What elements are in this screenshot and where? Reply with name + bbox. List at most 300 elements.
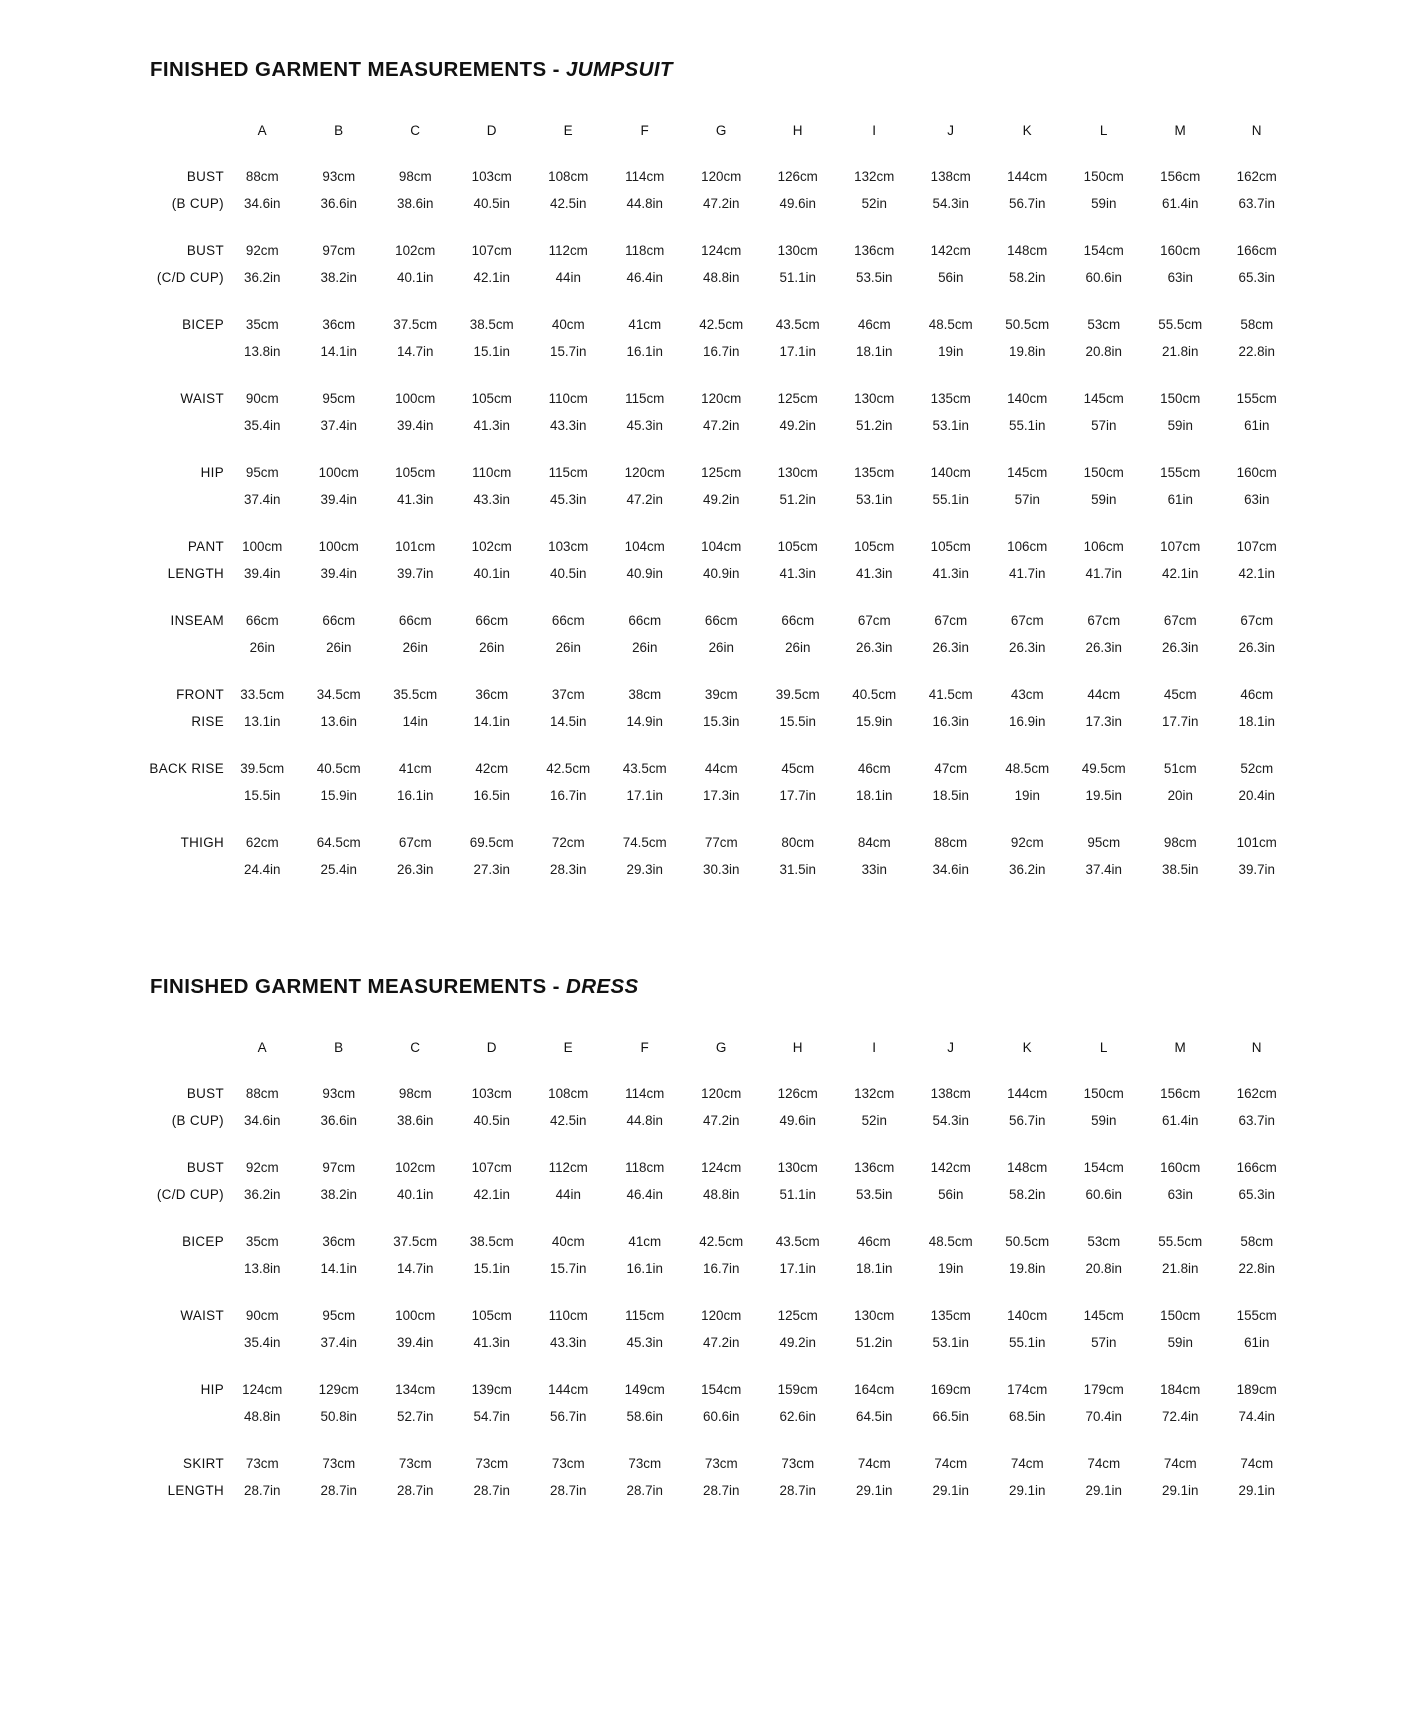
measurement-cell-cm: 66cm [628, 613, 662, 628]
measurement-cell-cm: 41cm [628, 317, 662, 332]
measurement-cell-cm: 135cm [930, 1308, 971, 1323]
measurement-cell-in: 44.8in [626, 1113, 663, 1128]
measurement-cell-in: 19.8in [1009, 1261, 1046, 1276]
measurement-cell-in: 58.2in [1009, 1187, 1046, 1202]
measurement-cell-in: 44in [555, 1187, 581, 1202]
measurement-cell-cm: 103cm [471, 1086, 512, 1101]
measurement-cell-in: 61in [1244, 1335, 1270, 1350]
measurement-cell-in: 54.3in [932, 1113, 969, 1128]
row-label: WAIST [180, 1308, 224, 1323]
column-header: J [947, 1039, 955, 1055]
measurement-cell-in: 49.6in [779, 1113, 816, 1128]
row-label: BICEP [182, 317, 224, 332]
row-spacer [118, 290, 1295, 300]
measurement-cell-in: 47.2in [703, 1335, 740, 1350]
measurement-cell-in: 17.1in [779, 1261, 816, 1276]
measurement-cell-in: 19in [938, 344, 964, 359]
measurement-cell-cm: 132cm [854, 1086, 895, 1101]
measurement-cell-in: 19.8in [1009, 344, 1046, 359]
measurement-cell-in: 34.6in [244, 196, 281, 211]
measurement-cell-in: 65.3in [1238, 270, 1275, 285]
measurement-cell-cm: 67cm [398, 835, 432, 850]
measurement-cell-cm: 42.5cm [546, 761, 591, 776]
row-label: HIP [200, 1382, 224, 1397]
measurement-cell-in: 13.8in [244, 1261, 281, 1276]
measurement-cell-cm: 52cm [1240, 761, 1274, 776]
measurement-cell-cm: 112cm [548, 1160, 588, 1175]
measurement-cell-in: 26.3in [1009, 640, 1046, 655]
measurement-cell-cm: 120cm [624, 465, 665, 480]
measurement-cell-in: 47.2in [626, 492, 663, 507]
measurement-cell-in: 43.3in [550, 418, 587, 433]
row-label-secondary: LENGTH [167, 1483, 224, 1498]
measurement-cell-cm: 36cm [322, 1234, 356, 1249]
measurement-cell-cm: 140cm [1007, 1308, 1048, 1323]
row-label-secondary: (B CUP) [171, 196, 224, 211]
row-spacer [118, 586, 1295, 596]
measurement-cell-in: 55.1in [1009, 418, 1046, 433]
table-row [118, 1365, 1295, 1402]
measurement-cell-cm: 124cm [701, 1160, 742, 1175]
measurement-cell-in: 16.5in [473, 788, 510, 803]
measurement-cell-cm: 74.5cm [622, 835, 667, 850]
measurement-cell-in: 21.8in [1162, 344, 1199, 359]
measurement-cell-cm: 130cm [777, 465, 818, 480]
row-label-secondary [118, 337, 224, 364]
measurement-cell-cm: 145cm [1083, 1308, 1124, 1323]
measurement-cell-in: 29.1in [932, 1483, 969, 1498]
table-row [118, 263, 1295, 290]
measurement-cell-in: 14.1in [320, 344, 357, 359]
column-header: I [872, 1039, 877, 1055]
measurement-cell-in: 21.8in [1162, 1261, 1199, 1276]
column-header: C [410, 122, 421, 138]
table-row [118, 855, 1295, 882]
measurement-cell-cm: 74cm [1240, 1456, 1274, 1471]
measurement-cell-in: 28.7in [320, 1483, 357, 1498]
measurement-cell-in: 39.4in [320, 566, 357, 581]
measurement-cell-cm: 115cm [625, 391, 665, 406]
measurement-cell-in: 40.9in [626, 566, 663, 581]
measurement-cell-in: 14.7in [397, 344, 434, 359]
measurement-cell-cm: 120cm [701, 391, 742, 406]
header-corner [118, 1025, 224, 1069]
measurement-cell-cm: 41cm [398, 761, 432, 776]
measurement-cell-cm: 66cm [245, 613, 279, 628]
measurement-cell-cm: 55.5cm [1158, 1234, 1203, 1249]
measurement-cell-in: 52in [861, 1113, 887, 1128]
column-header: H [792, 122, 803, 138]
measurement-cell-cm: 46cm [857, 761, 891, 776]
header-corner [118, 108, 224, 152]
measurement-cell-cm: 120cm [701, 169, 742, 184]
measurement-cell-cm: 108cm [548, 1086, 589, 1101]
measurement-cell-in: 59in [1091, 1113, 1117, 1128]
table-row [118, 300, 1295, 337]
measurement-cell-cm: 105cm [854, 539, 895, 554]
measurement-cell-cm: 73cm [781, 1456, 815, 1471]
table-row [118, 1069, 1295, 1106]
measurement-cell-in: 55.1in [932, 492, 969, 507]
measurement-cell-in: 46.4in [626, 270, 663, 285]
measurement-cell-cm: 125cm [701, 465, 742, 480]
measurement-cell-in: 58.6in [626, 1409, 663, 1424]
column-header: A [257, 1039, 267, 1055]
measurement-cell-in: 16.7in [703, 344, 740, 359]
measurement-cell-in: 59in [1091, 492, 1117, 507]
table-row [118, 189, 1295, 216]
measurement-cell-in: 16.7in [550, 788, 587, 803]
measurement-cell-in: 16.1in [397, 788, 434, 803]
row-label: BUST [186, 1086, 224, 1101]
measurement-cell-in: 14in [402, 714, 428, 729]
measurement-cell-in: 39.7in [397, 566, 434, 581]
measurement-cell-cm: 48.5cm [928, 317, 973, 332]
measurement-cell-cm: 33.5cm [240, 687, 285, 702]
column-header: K [1022, 1039, 1032, 1055]
measurement-cell-cm: 101cm [395, 539, 436, 554]
measurement-cell-cm: 35cm [245, 1234, 279, 1249]
measurement-cell-in: 60.6in [1085, 270, 1122, 285]
measurement-cell-cm: 118cm [625, 1160, 665, 1175]
measurement-cell-in: 17.7in [1162, 714, 1199, 729]
section-dress [0, 975, 1420, 1503]
measurement-cell-cm: 67cm [1010, 613, 1044, 628]
measurement-cell-cm: 45cm [781, 761, 815, 776]
measurement-cell-cm: 66cm [398, 613, 432, 628]
measurement-cell-cm: 166cm [1236, 1160, 1277, 1175]
measurement-cell-in: 41.3in [473, 418, 510, 433]
measurement-cell-cm: 103cm [548, 539, 589, 554]
measurement-cell-cm: 44cm [1087, 687, 1121, 702]
measurement-cell-cm: 136cm [854, 1160, 895, 1175]
measurement-cell-cm: 105cm [777, 539, 818, 554]
measurement-cell-cm: 126cm [777, 169, 818, 184]
row-label: BUST [186, 243, 224, 258]
measurement-cell-cm: 114cm [625, 1086, 665, 1101]
table-row [118, 337, 1295, 364]
measurement-cell-in: 62.6in [779, 1409, 816, 1424]
measurement-cell-cm: 144cm [548, 1382, 589, 1397]
table-row [118, 374, 1295, 411]
measurement-cell-in: 43.3in [550, 1335, 587, 1350]
measurement-cell-cm: 88cm [245, 1086, 279, 1101]
row-spacer [118, 1355, 1295, 1365]
measurement-cell-cm: 150cm [1083, 169, 1124, 184]
measurement-cell-in: 17.7in [779, 788, 816, 803]
measurement-cell-in: 20.8in [1085, 1261, 1122, 1276]
measurement-cell-in: 58.2in [1009, 270, 1046, 285]
measurement-cell-in: 46.4in [626, 1187, 663, 1202]
measurement-cell-in: 41.3in [473, 1335, 510, 1350]
measurement-cell-cm: 110cm [472, 465, 512, 480]
measurement-cell-in: 53.1in [932, 418, 969, 433]
measurement-cell-cm: 67cm [857, 613, 891, 628]
measurement-cell-cm: 166cm [1236, 243, 1277, 258]
measurement-cell-in: 28.7in [626, 1483, 663, 1498]
measurement-cell-in: 15.1in [473, 1261, 510, 1276]
measurement-cell-cm: 150cm [1083, 465, 1124, 480]
measurement-cell-cm: 106cm [1007, 539, 1048, 554]
row-label: FRONT [176, 687, 224, 702]
measurement-cell-in: 18.5in [932, 788, 969, 803]
measurement-cell-in: 28.7in [244, 1483, 281, 1498]
measurement-cell-in: 49.6in [779, 196, 816, 211]
measurement-cell-cm: 51cm [1163, 761, 1197, 776]
measurement-cell-cm: 50.5cm [1005, 1234, 1050, 1249]
measurement-cell-in: 41.3in [779, 566, 816, 581]
measurement-cell-in: 72.4in [1162, 1409, 1199, 1424]
measurement-cell-in: 39.7in [1238, 862, 1275, 877]
measurement-cell-cm: 47cm [934, 761, 968, 776]
measurement-cell-in: 14.5in [550, 714, 587, 729]
measurement-cell-cm: 107cm [471, 243, 512, 258]
measurement-cell-cm: 66cm [322, 613, 356, 628]
table-row [118, 1476, 1295, 1503]
measurement-cell-in: 26in [708, 640, 734, 655]
measurement-cell-in: 47.2in [703, 196, 740, 211]
measurement-cell-in: 47.2in [703, 1113, 740, 1128]
table-row [118, 522, 1295, 559]
measurement-cell-cm: 124cm [242, 1382, 283, 1397]
measurement-cell-cm: 62cm [245, 835, 279, 850]
measurement-cell-cm: 184cm [1160, 1382, 1201, 1397]
measurement-cell-cm: 80cm [781, 835, 815, 850]
row-label: THIGH [180, 835, 224, 850]
row-spacer [118, 1281, 1295, 1291]
measurement-cell-cm: 35cm [245, 317, 279, 332]
measurement-cell-cm: 95cm [245, 465, 279, 480]
table-row [118, 596, 1295, 633]
measurement-cell-cm: 105cm [395, 465, 436, 480]
measurement-cell-in: 14.1in [473, 714, 510, 729]
measurement-cell-cm: 142cm [930, 243, 971, 258]
measurement-cell-in: 16.7in [703, 1261, 740, 1276]
section-title-garment: DRESS [565, 975, 639, 998]
measurement-cell-cm: 40cm [551, 317, 585, 332]
measurement-cell-in: 39.4in [397, 1335, 434, 1350]
measurement-cell-cm: 72cm [551, 835, 585, 850]
measurement-cell-in: 15.9in [856, 714, 893, 729]
measurement-cell-in: 70.4in [1085, 1409, 1122, 1424]
measurement-cell-in: 49.2in [779, 1335, 816, 1350]
measurement-cell-in: 63in [1244, 492, 1270, 507]
measurement-cell-in: 22.8in [1238, 344, 1275, 359]
measurement-cell-in: 15.5in [244, 788, 281, 803]
measurement-cell-cm: 73cm [551, 1456, 585, 1471]
measurement-cell-in: 53.1in [856, 492, 893, 507]
measurement-cell-cm: 138cm [930, 169, 971, 184]
measurement-cell-in: 18.1in [856, 1261, 893, 1276]
table-row [118, 707, 1295, 734]
measurement-cell-in: 15.5in [779, 714, 816, 729]
measurement-cell-in: 63.7in [1238, 196, 1275, 211]
measurement-cell-in: 39.4in [244, 566, 281, 581]
measurement-cell-in: 42.5in [550, 1113, 587, 1128]
measurement-cell-cm: 38.5cm [469, 317, 514, 332]
measurement-cell-in: 42.1in [1162, 566, 1199, 581]
measurement-cell-in: 49.2in [779, 418, 816, 433]
measurement-cell-cm: 39.5cm [240, 761, 285, 776]
measurement-cell-in: 26.3in [932, 640, 969, 655]
measurement-cell-cm: 125cm [777, 391, 818, 406]
measurement-cell-in: 26in [555, 640, 581, 655]
row-label-secondary: (B CUP) [171, 1113, 224, 1128]
table-header-row [118, 108, 1295, 152]
measurement-cell-in: 41.7in [1085, 566, 1122, 581]
measurement-cell-in: 36.2in [1009, 862, 1046, 877]
row-spacer [118, 512, 1295, 522]
measurements-table-jumpsuit [118, 108, 1295, 882]
measurement-cell-cm: 48.5cm [1005, 761, 1050, 776]
measurement-cell-cm: 69.5cm [469, 835, 514, 850]
row-label-secondary [118, 633, 224, 660]
measurement-cell-cm: 46cm [857, 1234, 891, 1249]
measurement-cell-cm: 46cm [857, 317, 891, 332]
measurement-cell-in: 52in [861, 196, 887, 211]
measurement-cell-cm: 134cm [395, 1382, 436, 1397]
measurement-cell-in: 48.8in [244, 1409, 281, 1424]
measurement-cell-cm: 42cm [475, 761, 509, 776]
measurement-cell-in: 26in [785, 640, 811, 655]
table-header-row [118, 1025, 1295, 1069]
measurement-cell-in: 29.1in [1238, 1483, 1275, 1498]
column-header: B [334, 1039, 344, 1055]
measurement-cell-cm: 105cm [471, 1308, 512, 1323]
measurement-cell-in: 51.2in [779, 492, 816, 507]
column-header: B [334, 122, 344, 138]
measurement-cell-cm: 92cm [1010, 835, 1044, 850]
table-row [118, 1328, 1295, 1355]
measurement-cell-in: 16.1in [626, 1261, 663, 1276]
measurement-cell-in: 50.8in [320, 1409, 357, 1424]
row-label-secondary [118, 855, 224, 882]
measurement-cell-in: 26in [479, 640, 505, 655]
measurement-cell-cm: 125cm [777, 1308, 818, 1323]
measurement-cell-in: 18.1in [1238, 714, 1275, 729]
measurement-cell-in: 40.1in [397, 270, 434, 285]
measurement-cell-cm: 64.5cm [316, 835, 361, 850]
measurement-cell-cm: 140cm [1007, 391, 1048, 406]
measurement-cell-in: 14.9in [626, 714, 663, 729]
measurement-cell-cm: 43cm [1010, 687, 1044, 702]
table-row [118, 485, 1295, 512]
measurement-cell-cm: 135cm [854, 465, 895, 480]
measurement-cell-in: 18.1in [856, 788, 893, 803]
measurement-cell-cm: 105cm [930, 539, 971, 554]
table-row [118, 1254, 1295, 1281]
table-row [118, 226, 1295, 263]
measurement-cell-in: 37.4in [1085, 862, 1122, 877]
table-row [118, 1291, 1295, 1328]
measurement-cell-in: 40.1in [473, 566, 510, 581]
table-body-dress [118, 1069, 1295, 1503]
measurement-cell-cm: 169cm [930, 1382, 971, 1397]
table-row [118, 1439, 1295, 1476]
section-title-text: FINISHED GARMENT MEASUREMENTS - [150, 975, 566, 998]
measurement-cell-cm: 124cm [701, 243, 742, 258]
measurement-cell-cm: 150cm [1160, 391, 1201, 406]
measurement-cell-in: 27.3in [473, 862, 510, 877]
measurement-cell-cm: 43.5cm [775, 317, 820, 332]
section-title-jumpsuit [150, 58, 1420, 82]
measurement-cell-cm: 164cm [854, 1382, 895, 1397]
measurement-cell-in: 59in [1167, 418, 1193, 433]
measurement-cell-cm: 110cm [548, 391, 588, 406]
measurement-cell-in: 42.1in [473, 270, 510, 285]
row-label-secondary: (C/D CUP) [156, 270, 224, 285]
measurement-cell-cm: 43.5cm [775, 1234, 820, 1249]
table-row [118, 744, 1295, 781]
measurement-cell-in: 60.6in [1085, 1187, 1122, 1202]
table-row [118, 448, 1295, 485]
measurement-cell-in: 26.3in [397, 862, 434, 877]
measurement-cell-in: 26in [249, 640, 275, 655]
measurement-cell-in: 34.6in [932, 862, 969, 877]
measurement-cell-in: 36.2in [244, 270, 281, 285]
measurement-cell-in: 30.3in [703, 862, 740, 877]
row-label-secondary [118, 1402, 224, 1429]
measurement-cell-cm: 95cm [322, 1308, 356, 1323]
measurement-cell-in: 19in [938, 1261, 964, 1276]
measurement-cell-cm: 103cm [471, 169, 512, 184]
measurement-cell-cm: 42.5cm [699, 317, 744, 332]
measurement-cell-cm: 36cm [475, 687, 509, 702]
measurement-cell-in: 13.1in [244, 714, 281, 729]
measurement-cell-in: 38.2in [320, 270, 357, 285]
measurement-cell-cm: 58cm [1240, 1234, 1274, 1249]
measurement-cell-in: 56in [938, 1187, 964, 1202]
measurement-cell-cm: 102cm [471, 539, 512, 554]
measurements-table-dress [118, 1025, 1295, 1503]
measurement-cell-in: 61.4in [1162, 1113, 1199, 1128]
measurement-cell-cm: 129cm [318, 1382, 359, 1397]
measurement-cell-in: 66.5in [932, 1409, 969, 1424]
measurement-cell-in: 43.3in [473, 492, 510, 507]
measurement-cell-cm: 130cm [777, 1160, 818, 1175]
measurement-cell-in: 29.3in [626, 862, 663, 877]
measurement-cell-cm: 39cm [704, 687, 738, 702]
measurement-cell-cm: 73cm [628, 1456, 662, 1471]
section-jumpsuit [0, 58, 1420, 882]
measurement-cell-cm: 160cm [1160, 243, 1201, 258]
measurement-cell-cm: 46cm [1240, 687, 1274, 702]
measurement-cell-in: 29.1in [1085, 1483, 1122, 1498]
measurement-cell-in: 28.7in [397, 1483, 434, 1498]
measurement-cell-in: 39.4in [320, 492, 357, 507]
measurement-cell-in: 17.3in [703, 788, 740, 803]
measurement-cell-in: 41.3in [397, 492, 434, 507]
measurement-cell-in: 26.3in [1238, 640, 1275, 655]
measurement-cell-in: 45.3in [626, 1335, 663, 1350]
measurement-cell-cm: 159cm [777, 1382, 818, 1397]
measurement-cell-cm: 150cm [1083, 1086, 1124, 1101]
column-header: F [640, 122, 650, 138]
measurement-cell-in: 26in [326, 640, 352, 655]
section-title-dress [150, 975, 1420, 999]
column-header: A [257, 122, 267, 138]
measurement-cell-cm: 66cm [704, 613, 738, 628]
measurement-cell-cm: 142cm [930, 1160, 971, 1175]
measurement-cell-in: 36.6in [320, 1113, 357, 1128]
measurement-cell-cm: 35.5cm [393, 687, 438, 702]
measurement-cell-cm: 93cm [322, 1086, 356, 1101]
measurement-cell-in: 15.3in [703, 714, 740, 729]
row-label: BUST [186, 1160, 224, 1175]
table-row [118, 1402, 1295, 1429]
measurement-cell-cm: 115cm [548, 465, 588, 480]
measurement-cell-cm: 126cm [777, 1086, 818, 1101]
